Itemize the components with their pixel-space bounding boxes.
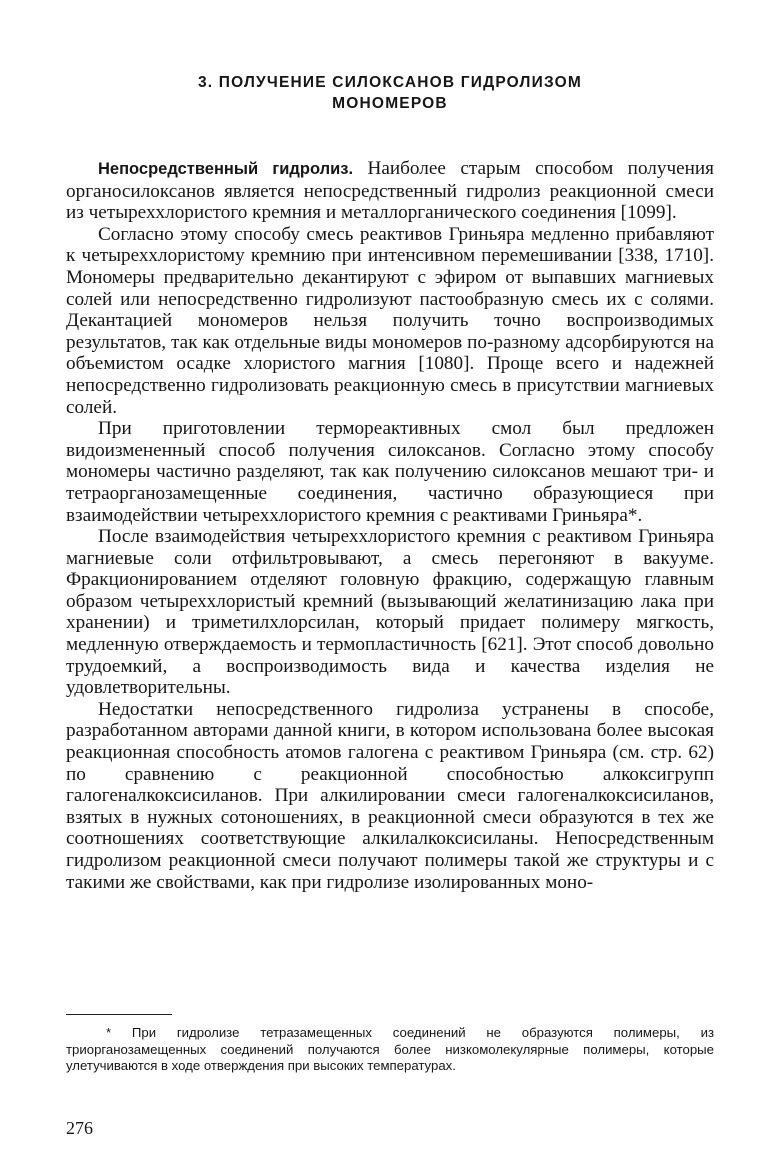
page-number: 276 bbox=[66, 1118, 93, 1138]
paragraph-1-text: Наиболее старым способом получения органосилоксанов является непосредственный гидролиз реакционной смеси из четыреххлористого кремния и металлорганического соединения [1099]. bbox=[66, 158, 714, 224]
paragraph-4: После взаимодействия четыреххлористого кремния с реактивом Гриньяра магниевые соли отфильтровывают, а смесь перегоняют в вакууме. Фракционированием отделяют головную фракцию, содержащую главным образом четыреххлористый кремний (вызывающий желатинизацию лака при хранении) и триметилхлорсилан, который придает полимеру мягкость, медленную отверждаемость и термопластичность [621]. Этот способ довольно трудоемкий, а воспроизводимость вида и качества изделия не удовлетворительны. bbox=[66, 526, 714, 699]
section-heading-line-2: МОНОМЕРОВ bbox=[332, 95, 448, 112]
page-content bbox=[66, 72, 714, 893]
footnote: * При гидролизе тетразамещенных соединений не образуются полимеры, из триорганозамещенных соединений получаются более низкомолекулярные полимеры, которые улетучиваются в ходе отверждения при высоких температурах. bbox=[66, 1025, 714, 1074]
paragraph-5: Недостатки непосредственного гидролиза устранены в способе, разработанном авторами данной книги, в котором использована более высокая реакционная способность атомов галогена с реактивом Гриньяра (см. стр. 62) по сравнению с реакционной способностью алкоксигрупп галогеналкоксисиланов. При алкилировании смеси галогеналкоксисиланов, взятых в нужных сотоношениях, в реакционной смеси образуются в тех же соотношениях соответствующие алкилалкоксисиланы. Непосредственным гидролизом реакционной смеси получают полимеры такой же структуры и с такими же свойствами, как при гидролизе изолированных моно- bbox=[66, 698, 714, 893]
paragraph-3: При приготовлении термореактивных смол был предложен видоизмененный способ получения силоксанов. Согласно этому способу мономеры частично разделяют, так как получению силоксанов мешают три- и тетраорганозамещенные соединения, частично образующиеся при взаимодействии четыреххлористого кремния с реактивами Гриньяра*. bbox=[66, 418, 714, 526]
section-heading-line-1: 3. ПОЛУЧЕНИЕ СИЛОКСАНОВ ГИДРОЛИЗОМ bbox=[197, 74, 583, 91]
footnote-divider bbox=[66, 1014, 172, 1015]
body-text bbox=[66, 158, 714, 893]
section-heading bbox=[66, 72, 714, 114]
run-in-heading: Непосредственный гидролиз. bbox=[98, 160, 354, 178]
paragraph-2: Согласно этому способу смесь реактивов Гриньяра медленно прибавляют к четыреххлористому кремнию при интенсивном перемешивании [338, 1710]. Мономеры предварительно декантируют с эфиром от выпавших магниевых солей или непосредственно гидролизуют пастообразную смесь их с солями. Декантацией мономеров нельзя получить точно воспроизводимых результатов, так как отдельные виды мономеров по-разному адсорбируются на объемистом осадке хлористого магния [1080]. Проще всего и надежней непосредственно гидролизовать реакционную смесь в присутствии магниевых солей. bbox=[66, 223, 714, 418]
paragraph-1 bbox=[66, 158, 714, 224]
